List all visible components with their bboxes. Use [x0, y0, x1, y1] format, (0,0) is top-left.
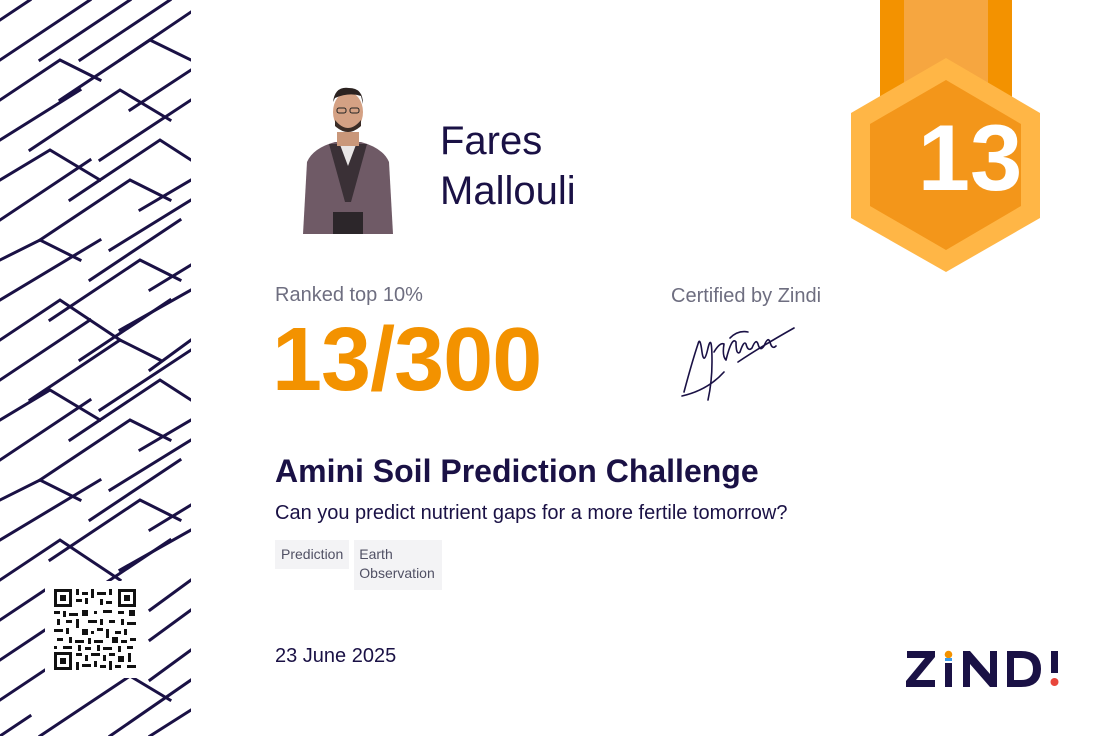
participant-name	[440, 116, 700, 216]
challenge-tags	[275, 540, 442, 590]
challenge-title: Amini Soil Prediction Challenge	[275, 453, 759, 489]
tag-prediction: Prediction	[275, 540, 349, 569]
tag-earth-observation: Earth Observation	[354, 540, 442, 590]
signature	[678, 322, 802, 406]
participant-last-name: Mallouli	[440, 169, 576, 213]
qr-code[interactable]	[45, 581, 145, 678]
avatar	[299, 82, 397, 234]
zindi-logo	[905, 648, 1063, 690]
ranked-label: Ranked top 10%	[275, 284, 423, 306]
medal-number: 13	[917, 105, 1023, 210]
certificate-date: 23 June 2025	[275, 645, 397, 667]
certified-label: Certified by Zindi	[671, 285, 822, 307]
participant-first-name: Fares	[440, 119, 543, 163]
challenge-subtitle: Can you predict nutrient gaps for a more fertile tomorrow?	[275, 502, 788, 524]
rank-score: 13/300	[272, 310, 542, 410]
